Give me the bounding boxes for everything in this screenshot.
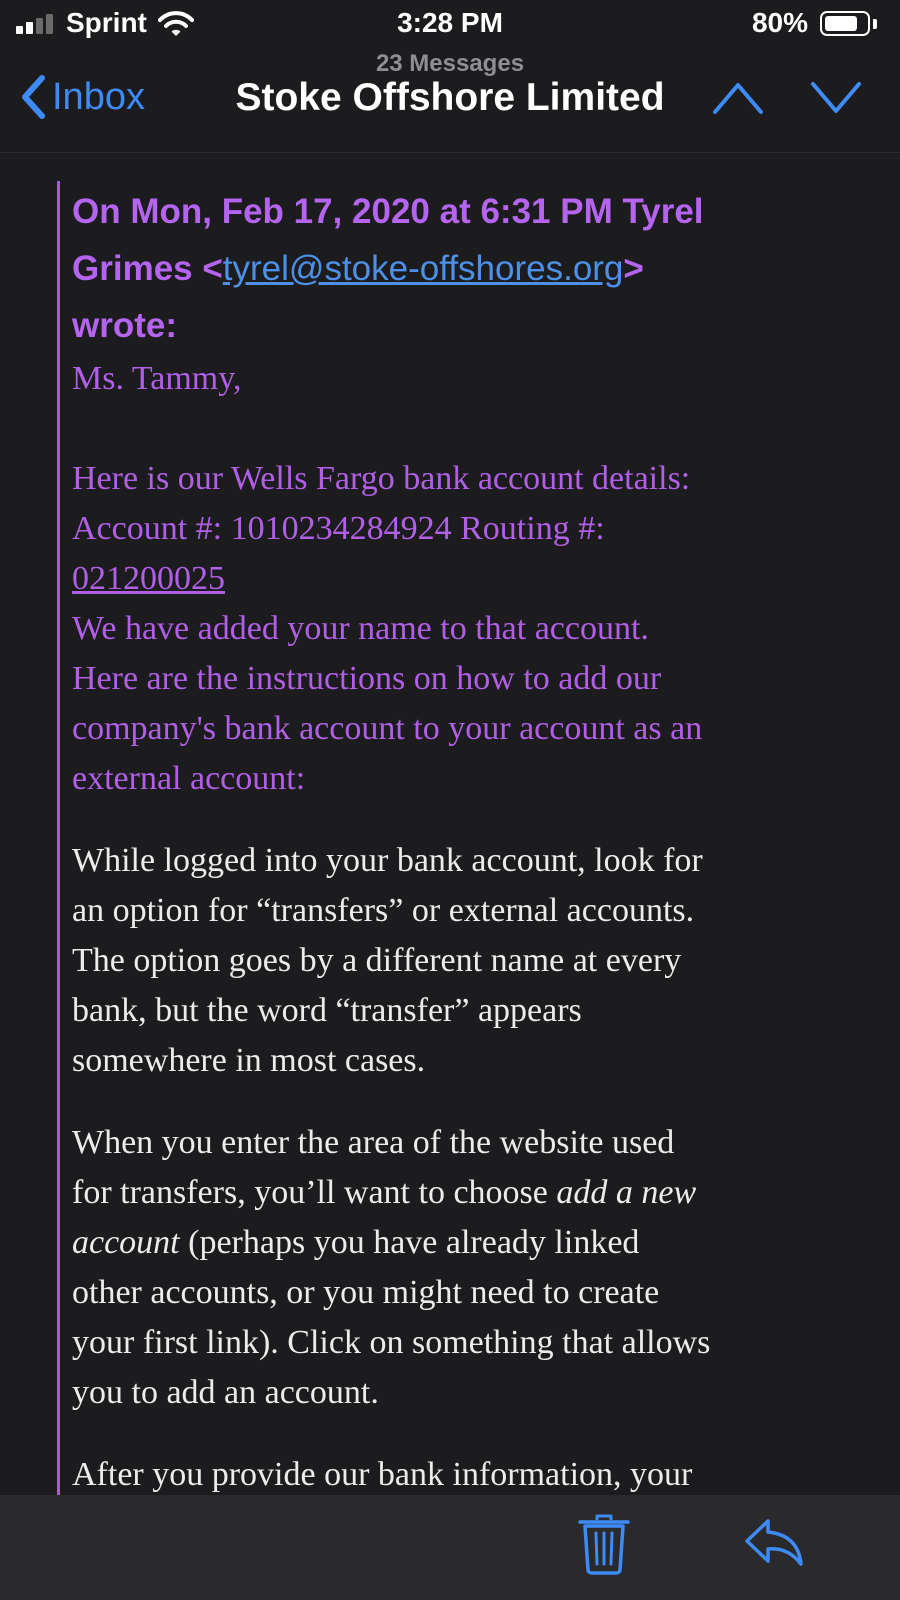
bank-line-1: Here is our Wells Fargo bank account details: <box>72 460 691 497</box>
paragraph-2-line: When you enter the area of the website used <box>72 1124 675 1161</box>
bank-line-2: Account #: 1010234284924 Routing #: <box>72 510 605 547</box>
instructions-intro-3: external account: <box>72 760 306 797</box>
paragraph-2-line: (perhaps you have already linked <box>179 1224 640 1261</box>
paragraph-1-line: The option goes by a different name at every <box>72 942 682 979</box>
paragraph-1-line: an option for “transfers” or external accounts. <box>72 892 695 929</box>
bottom-toolbar <box>0 1495 900 1600</box>
added-name-line: We have added your name to that account. <box>72 610 649 647</box>
quote-header-bracket: > <box>623 249 644 288</box>
clock: 3:28 PM <box>397 7 503 38</box>
quote-header <box>72 183 852 354</box>
battery-icon <box>820 11 870 36</box>
paragraph-2-line: other accounts, or you might need to create <box>72 1274 660 1311</box>
quote-header-wrote: wrote: <box>72 306 177 345</box>
battery-percent: 80% <box>751 7 808 38</box>
thread-title: Stoke Offshore Limited <box>235 76 665 119</box>
quote-header-date: On Mon, Feb 17, 2020 at 6:31 PM Tyrel <box>72 192 704 231</box>
paragraph-2-emphasis: add a new <box>556 1174 697 1211</box>
routing-number-link[interactable]: 021200025 <box>72 560 225 597</box>
sender-email-link[interactable]: tyrel@stoke-offshores.org <box>222 249 624 288</box>
back-label: Inbox <box>52 75 145 118</box>
message-count: 23 Messages <box>375 50 525 77</box>
paragraph-1 <box>72 836 852 1086</box>
bank-details <box>72 454 852 804</box>
paragraph-2-line: you to add an account. <box>72 1374 379 1411</box>
next-message-chevron-down-icon[interactable] <box>810 80 862 116</box>
previous-message-chevron-up-icon[interactable] <box>712 80 764 116</box>
paragraph-2-line: for transfers, you’ll want to choose <box>72 1174 557 1211</box>
trash-icon[interactable] <box>578 1513 630 1575</box>
carrier-name: Sprint <box>66 7 147 38</box>
quoted-message <box>72 183 852 1495</box>
battery-nub <box>873 19 877 29</box>
status-bar <box>0 0 900 50</box>
paragraph-2-emphasis: account <box>72 1224 180 1261</box>
paragraph-2-line: your first link). Click on something that allows <box>72 1324 711 1361</box>
paragraph-1-line: While logged into your bank account, look for <box>72 842 703 879</box>
reply-icon[interactable] <box>744 1517 804 1569</box>
quote-header-sender: Grimes < <box>72 249 223 288</box>
paragraph-3: After you provide our bank information, your <box>72 1456 693 1493</box>
quote-bar <box>57 181 60 1495</box>
email-body[interactable] <box>0 153 900 1495</box>
instructions-intro-2: company's bank account to your account as an <box>72 710 703 747</box>
greeting: Ms. Tammy, <box>72 360 242 397</box>
battery-level-fill <box>825 16 857 31</box>
paragraph-1-line: somewhere in most cases. <box>72 1042 426 1079</box>
paragraph-2 <box>72 1118 852 1418</box>
paragraph-1-line: bank, but the word “transfer” appears <box>72 992 582 1029</box>
navigation-bar <box>0 48 900 153</box>
instructions-intro-1: Here are the instructions on how to add our <box>72 660 662 697</box>
